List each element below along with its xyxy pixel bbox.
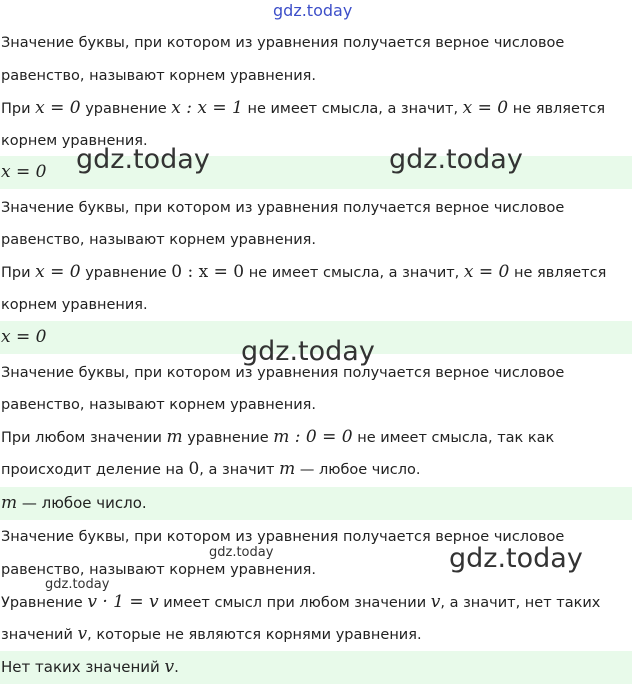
math-expression: v [164,657,175,677]
definition-line: Значение буквы, при котором из уравнения получается верное числовое [1,529,565,545]
watermark: gdz.today [241,336,375,367]
math-expression: x = 0 [1,327,47,347]
explanation-line: корнем уравнения. [1,297,148,313]
math-expression: m [1,493,18,513]
watermark: gdz.today [45,577,110,592]
explanation-line: При любом значении m уравнение m : 0 = 0 не имеет смысла, так как [1,427,555,447]
math-expression: m : 0 = 0 [273,427,353,447]
explanation-line: происходит деление на 0, а значит m — любое число. [1,459,421,479]
watermark: gdz.today [449,543,583,574]
math-expression: x = 0 [35,98,81,118]
definition-line: Значение буквы, при котором из уравнения получается верное числовое [1,365,565,381]
definition-line: равенство, называют корнем уравнения. [1,562,316,578]
answer-row: m — любое число. [0,487,632,520]
definition-line: равенство, называют корнем уравнения. [1,397,316,413]
math-expression: m [279,459,296,479]
definition-line: Значение буквы, при котором из уравнения получается верное числовое [1,35,565,51]
math-expression: v · 1 = v [87,592,159,612]
site-header-link[interactable]: gdz.today [273,1,353,20]
watermark: gdz.today [389,144,523,175]
watermark: gdz.today [209,545,274,560]
explanation-line: Уравнение v · 1 = v имеет смысл при любом значении v, а значит, нет таких [1,592,601,612]
math-expression: x = 0 [1,162,47,182]
definition-line: равенство, называют корнем уравнения. [1,68,316,84]
math-expression: 0 : x = 0 [171,262,245,282]
math-expression: x = 0 [462,98,509,118]
explanation-line: корнем уравнения. [1,133,148,149]
definition-line: Значение буквы, при котором из уравнения получается верное числовое [1,200,565,216]
watermark: gdz.today [76,144,210,175]
explanation-line: При x = 0 уравнение x : x = 1 не имеет смысла, а значит, x = 0 не является [1,98,606,118]
math-expression: x = 0 [463,262,510,282]
explanation-line: значений v, которые не являются корнями уравнения. [1,624,422,644]
definition-line: равенство, называют корнем уравнения. [1,232,316,248]
math-expression: 0 [188,459,200,479]
math-expression: x = 0 [35,262,81,282]
explanation-line: При x = 0 уравнение 0 : x = 0 не имеет смысла, а значит, x = 0 не является [1,262,607,282]
math-expression: m [166,427,183,447]
answer-row: Нет таких значений v. [0,651,632,684]
math-expression: v [77,624,88,644]
math-expression: v [430,592,441,612]
math-expression: x : x = 1 [171,98,243,118]
